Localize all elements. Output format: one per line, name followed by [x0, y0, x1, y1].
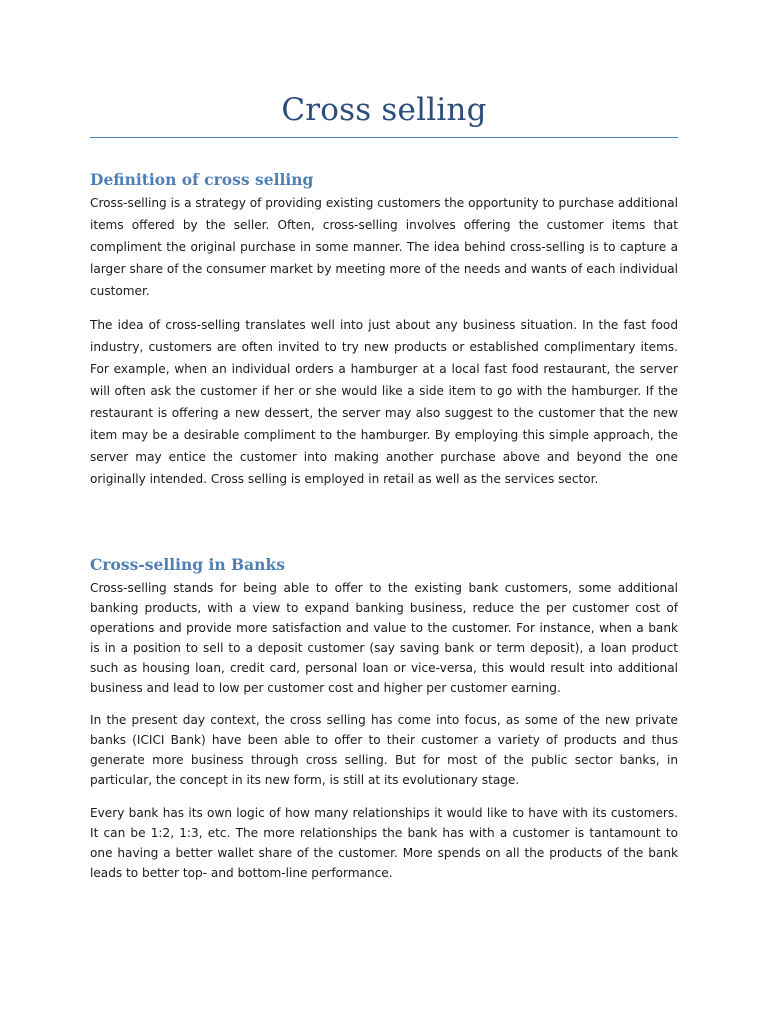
paragraph: In the present day context, the cross selling has come into focus, as some of the new private banks (ICICI Bank) have been able to offer to their customer a variety of products and thus generate more business through cross selling. But for most of the public sector banks, in particular, the concept in its new form, is still at its evolutionary stage.: [90, 713, 678, 787]
paragraph: Cross-selling is a strategy of providing existing customers the opportunity to purchase additional items offered by the seller. Often, cross-selling involves offering the customer items that compliment the original purchase in some manner. The idea behind cross-selling is to capture a larger share of the consumer market by meeting more of the needs and wants of each individual customer.: [90, 196, 678, 298]
paragraph: Every bank has its own logic of how many relationships it would like to have with its customers. It can be 1:2, 1:3, etc. The more relationships the bank has with a customer is tantamount to one having a better wallet share of the customer. More spends on all the products of the bank leads to better top- and bottom-line performance.: [90, 806, 678, 880]
section-heading-definition: Definition of cross selling: [90, 170, 314, 189]
document-title: Cross selling: [281, 92, 487, 128]
paragraph: The idea of cross-selling translates well into just about any business situation. In the fast food industry, customers are often invited to try new products or established complimentary items. For example, when an individual orders a hamburger at a local fast food restaurant, the server will often ask the customer if her or she would like a side item to go with the hamburger. If the restaurant is offering a new dessert, the server may also suggest to the customer that the new item may be a desirable compliment to the hamburger. By employing this simple approach, the server may entice the customer into making another purchase above and beyond the one originally intended. Cross selling is employed in retail as well as the services sector.: [90, 318, 678, 486]
section-heading-banks: Cross-selling in Banks: [90, 555, 285, 574]
title-underline: [90, 137, 678, 138]
paragraph: Cross-selling stands for being able to offer to the existing bank customers, some additional banking products, with a view to expand banking business, reduce the per customer cost of operations and provide more satisfaction and value to the customer. For instance, when a bank is in a position to sell to a deposit customer (say saving bank or term deposit), a loan product such as housing loan, credit card, personal loan or vice-versa, this would result into additional business and lead to low per customer cost and higher per customer earning.: [90, 581, 678, 695]
